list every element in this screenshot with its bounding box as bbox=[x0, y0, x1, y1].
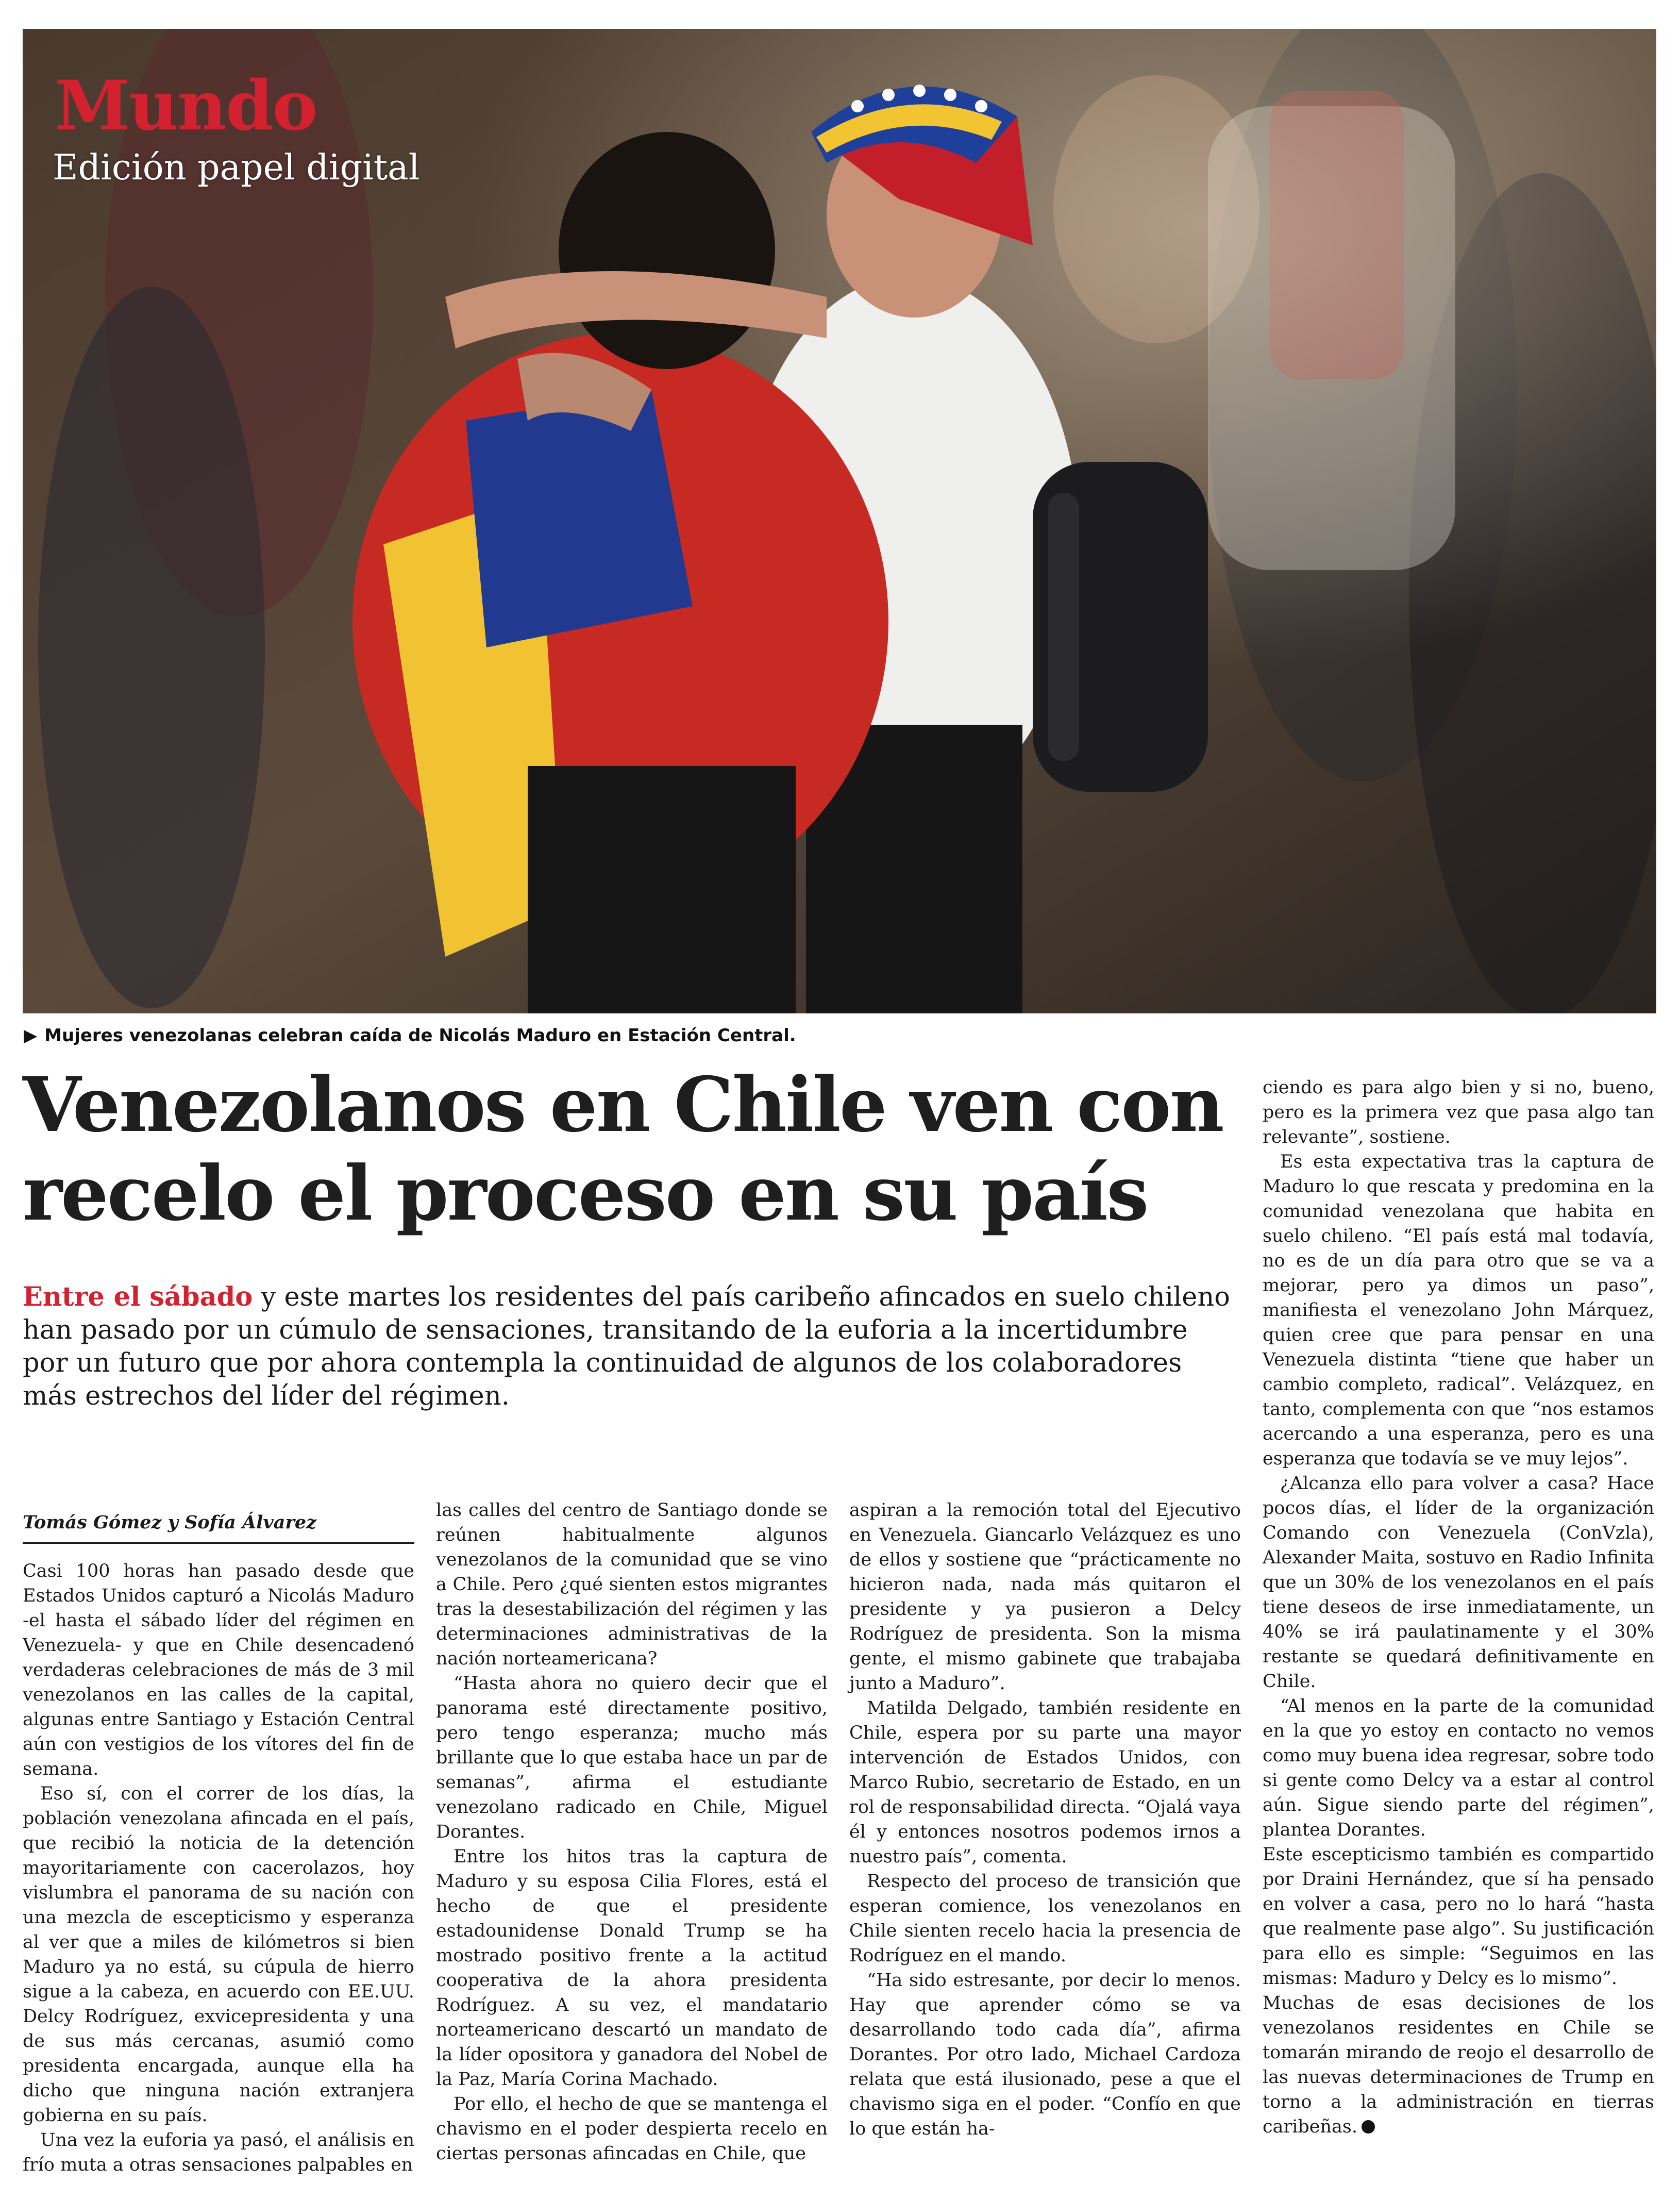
section-label: Mundo bbox=[55, 66, 317, 146]
end-mark-icon bbox=[1362, 2120, 1375, 2134]
paragraph: Matilda Delgado, también residente en Chile, espera por su parte una mayor intervención de Estados Unidos, con Marco Rubio, secretario de Estado, en un rol de responsabilidad directa. “Ojalá vaya él y entonces nosotros podemos irnos a nuestro país”, comenta. bbox=[849, 1698, 1241, 1867]
paragraph: las calles del centro de Santiago donde se reúnen habitualmente algunos venezolanos de la comunidad que se vino a Chile. Pero ¿qué sienten estos migrantes tras la desestabilización del régimen y las determinaciones administrativas de la nación norteamericana? bbox=[436, 1500, 828, 1669]
paragraph: ciendo es para algo bien y si no, bueno, pero es la primera vez que pasa algo tan relevante”, sostiene. bbox=[1263, 1077, 1654, 1147]
paragraph-final bbox=[1263, 1991, 1654, 2139]
paragraph: Por ello, el hecho de que se mantenga el chavismo en el poder despierta recelo en ciertas personas afincadas en Chile, que bbox=[436, 2094, 828, 2164]
paragraph: Respecto del proceso de transición que esperan comience, los venezolanos en Chile sienten recelo hacia la presencia de Rodríguez en el mando. bbox=[849, 1871, 1241, 1966]
paragraph: Entre los hitos tras la captura de Maduro y su esposa Cilia Flores, está el hecho de que el presidente estadounidense Donald Trump se ha mostrado positivo frente a la actitud cooperativa de la ahora presidenta Rodríguez. A su vez, el mandatario norteamericano descartó un mandato de la líder opositora y ganadora del Nobel de la Paz, María Corina Machado. bbox=[436, 1846, 828, 2090]
edition-label: Edición papel digital bbox=[53, 147, 420, 188]
hero-photo bbox=[23, 29, 1656, 1013]
paragraph: Este escepticismo también es compartido por Draini Hernández, que sí ha pensado en volver a casa, pero no lo hará “hasta que realmente pase algo”. Su justificación para ello es simple: “Seguimos en las mismas: Maduro y Delcy es lo mismo”. bbox=[1263, 1844, 1654, 1989]
body-column-3 bbox=[849, 1498, 1241, 2141]
lead-kicker: Entre el sábado bbox=[23, 1281, 253, 1312]
article-headline: Venezolanos en Chile ven con recelo el proceso en su país bbox=[23, 1061, 1223, 1238]
body-column-1 bbox=[23, 1559, 414, 2177]
body-column-2 bbox=[436, 1498, 828, 2166]
article-lead bbox=[23, 1280, 1239, 1413]
final-text: Muchas de esas decisiones de los venezolanos residentes en Chile se tomarán mirando de reojo el desarrollo de las nuevas determinaciones de Trump en torno a la administración en tierras caribeñas. bbox=[1263, 1993, 1654, 2137]
lead-text: y este martes los residentes del país caribeño afincados en suelo chileno han pasado por un cúmulo de sensaciones, transitando de la euforia a la incertidumbre por un futuro que por ahora contempla la continuidad de algunos de los colaboradores más estrechos del líder del régimen. bbox=[23, 1282, 1230, 1411]
body-column-4 bbox=[1263, 1075, 1654, 2139]
paragraph: “Hasta ahora no quiero decir que el panorama esté directamente positivo, pero tengo esperanza; mucho más brillante que lo que estaba hace un par de semanas”, afirma el estudiante venezolano radicado en Chile, Miguel Dorantes. bbox=[436, 1673, 828, 1842]
paragraph: aspiran a la remoción total del Ejecutivo en Venezuela. Giancarlo Velázquez es uno de ellos y sostiene que “prácticamente no hicieron nada, nada más quitaron el presidente y ya pusieron a Delcy Rodríguez de presidenta. Son la misma gente, el mismo gabinete que trabajaba junto a Maduro”. bbox=[849, 1500, 1241, 1694]
paragraph: “Al menos en la parte de la comunidad en la que yo estoy en contacto no vemos como muy buena idea regresar, sobre todo si gente como Delcy va a estar al control aún. Sigue siendo parte del régimen”, plantea Dorantes. bbox=[1263, 1696, 1654, 1840]
photo-caption bbox=[24, 1023, 796, 1048]
paragraph: ¿Alcanza ello para volver a casa? Hace pocos días, el líder de la organización Comando con Venezuela (ConVzla), Alexander Maita, sostuvo en Radio Infinita que un 30% de los venezolanos en el país tiene deseos de irse inmediatamente, un 40% se irá paulatinamente y el 30% restante se quedará definitivamente en Chile. bbox=[1263, 1473, 1654, 1692]
byline: Tomás Gómez y Sofía Álvarez bbox=[23, 1510, 414, 1544]
paragraph: Es esta expectativa tras la captura de Maduro lo que rescata y predomina en la comunidad venezolana que habita en suelo chileno. “El país está mal todavía, no es de un día para otro que se va a mejorar, pero ya dimos un paso”, manifiesta el venezolano John Márquez, quien cree que para pensar en una Venezuela distinta “tiene que haber un cambio completo, radical”. Velázquez, en tanto, complementa con que “nos estamos acercando a una esperanza, pero es una esperanza que todavía se ve muy lejos”. bbox=[1263, 1152, 1654, 1469]
paragraph: “Ha sido estresante, por decir lo menos. Hay que aprender cómo se va desarrollando todo cada día”, afirma Dorantes. Por otro lado, Michael Cardoza relata que está ilusionado, pese a que el chavismo siga en el poder. “Confío en que lo que están ha- bbox=[849, 1970, 1241, 2139]
paragraph: Casi 100 horas han pasado desde que Estados Unidos capturó a Nicolás Maduro -el hasta el sábado líder del régimen en Venezuela- y que en Chile desencadenó verdaderas celebraciones de más de 3 mil venezolanos en las calles de la capital, algunas entre Santiago y Estación Central aún con vestigios de los vítores del fin de semana. bbox=[23, 1561, 414, 1779]
caption-text: Mujeres venezolanas celebran caída de Nicolás Maduro en Estación Central. bbox=[44, 1025, 796, 1046]
paragraph: Una vez la euforia ya pasó, el análisis en frío muta a otras sensaciones palpables en bbox=[23, 2130, 414, 2175]
caption-triangle-icon: ▶ bbox=[24, 1025, 38, 1046]
paragraph: Eso sí, con el correr de los días, la población venezolana afincada en el país, que recibió la noticia de la detención mayoritariamente con cacerolazos, hoy vislumbra el panorama de su nación con una mezcla de escepticismo y esperanza al ver que a miles de kilómetros si bien Maduro ya no está, su cúpula de hierro sigue a la cabeza, en acuerdo con EE.UU. Delcy Rodríguez, exvicepresidenta y una de sus más cercanas, asumió como presidenta encargada, aunque ella ha dicho que ninguna nación extranjera gobierna en su país. bbox=[23, 1784, 414, 2126]
